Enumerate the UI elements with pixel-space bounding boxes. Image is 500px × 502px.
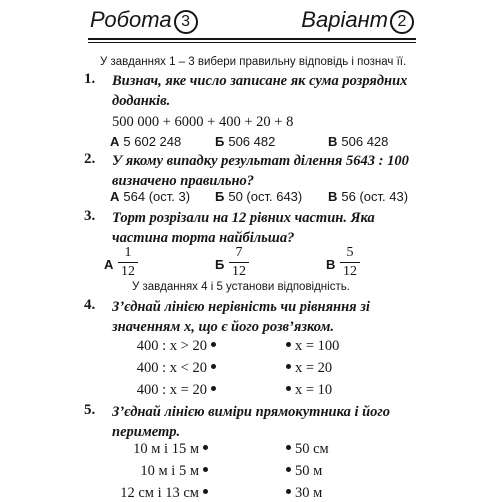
q4-text-after: , що є його розв’язком. bbox=[191, 319, 335, 335]
match-expression: 400 : x = 20 bbox=[136, 382, 207, 398]
q1-number: 1. bbox=[84, 71, 96, 87]
header-rule-thin bbox=[88, 42, 416, 43]
variant-title-word: Варіант bbox=[301, 7, 388, 32]
option-value: 5 602 248 bbox=[123, 134, 182, 149]
q4-number: 4. bbox=[84, 297, 96, 313]
option-letter: А bbox=[104, 257, 114, 272]
match-value: x = 20 bbox=[295, 360, 333, 376]
match-dot[interactable] bbox=[286, 445, 291, 450]
q2-number: 2. bbox=[84, 151, 96, 167]
q2-option-c[interactable] bbox=[328, 189, 408, 204]
q5-number: 5. bbox=[84, 402, 96, 418]
match-dot[interactable] bbox=[211, 364, 216, 369]
match-dimensions: 10 м і 15 м bbox=[133, 441, 199, 457]
option-value: 564 (ост. 3) bbox=[123, 189, 191, 204]
fraction-numerator: 1 bbox=[124, 245, 132, 260]
q5-text: З’єднай лінією виміри прямокутника і його периметр. bbox=[112, 404, 391, 440]
fraction-denominator: 12 bbox=[121, 264, 135, 279]
match-dimensions: 12 см і 13 см bbox=[120, 485, 199, 501]
q1-text: Визнач, яке число записане як сума розрядних доданків. bbox=[112, 73, 408, 109]
option-value: 50 (ост. 643) bbox=[228, 189, 303, 204]
q4-text-before: З’єднай лінією нерівність чи рівняння зі значенням bbox=[112, 299, 370, 335]
q5-left-item-2[interactable] bbox=[52, 463, 212, 480]
q3-text: Торт розрізали на 12 рівних частин. Яка частина торта найбільша? bbox=[112, 210, 375, 246]
option-letter: А bbox=[110, 189, 120, 204]
variant-number-circle: 2 bbox=[390, 10, 414, 34]
match-perimeter: 30 м bbox=[295, 485, 323, 501]
q1-option-b[interactable] bbox=[215, 134, 275, 149]
option-letter: Б bbox=[215, 134, 225, 149]
option-value: 506 482 bbox=[228, 134, 276, 149]
q4-left-item-2[interactable] bbox=[60, 360, 220, 377]
match-dot[interactable] bbox=[286, 467, 291, 472]
q4-right-item-3[interactable] bbox=[282, 382, 332, 399]
option-letter: Б bbox=[215, 257, 225, 272]
match-dot[interactable] bbox=[211, 386, 216, 391]
q4-left-item-3[interactable] bbox=[60, 382, 220, 399]
match-dot[interactable] bbox=[286, 342, 291, 347]
q5-left-item-1[interactable] bbox=[52, 441, 212, 458]
match-perimeter: 50 см bbox=[295, 441, 329, 457]
fraction-bar bbox=[118, 262, 138, 263]
work-title-word: Робота bbox=[90, 7, 172, 32]
q2-text: У якому випадку результат ділення 5643 : 100 визначено правильно? bbox=[112, 153, 409, 189]
fraction bbox=[229, 245, 249, 280]
instructions-part2: У завданнях 4 і 5 установи відповідність. bbox=[132, 281, 350, 293]
q1-option-c[interactable] bbox=[328, 134, 388, 149]
match-expression: 400 : x > 20 bbox=[136, 338, 207, 354]
fraction-numerator: 5 bbox=[346, 245, 354, 260]
option-letter: В bbox=[328, 134, 338, 149]
option-letter: А bbox=[110, 134, 120, 149]
match-value: x = 10 bbox=[295, 382, 333, 398]
option-letter: В bbox=[326, 257, 336, 272]
header-rule-thick bbox=[88, 38, 416, 40]
option-value: 506 428 bbox=[341, 134, 389, 149]
option-letter: В bbox=[328, 189, 338, 204]
variant-title bbox=[301, 6, 414, 34]
q5-right-item-3[interactable] bbox=[282, 485, 322, 502]
q3-number: 3. bbox=[84, 208, 96, 224]
option-letter: Б bbox=[215, 189, 225, 204]
work-title bbox=[90, 6, 198, 34]
fraction-bar bbox=[340, 262, 360, 263]
match-dot[interactable] bbox=[286, 386, 291, 391]
q2-option-a[interactable] bbox=[110, 189, 190, 204]
fraction-bar bbox=[229, 262, 249, 263]
q4-left-item-1[interactable] bbox=[60, 338, 220, 355]
match-value: x = 100 bbox=[295, 338, 340, 354]
q4-variable: x bbox=[183, 319, 192, 335]
q5-right-item-1[interactable] bbox=[282, 441, 329, 458]
match-dot[interactable] bbox=[203, 445, 208, 450]
q4-text bbox=[112, 297, 422, 337]
q2-option-b[interactable] bbox=[215, 189, 302, 204]
work-number-circle: 3 bbox=[174, 10, 198, 34]
q1-expression: 500 000 + 6000 + 400 + 20 + 8 bbox=[112, 114, 294, 130]
q4-right-item-2[interactable] bbox=[282, 360, 332, 377]
fraction-denominator: 12 bbox=[343, 264, 357, 279]
fraction bbox=[340, 245, 360, 280]
match-dimensions: 10 м і 5 м bbox=[140, 463, 199, 479]
option-value: 56 (ост. 43) bbox=[341, 189, 409, 204]
q1-option-a[interactable] bbox=[110, 134, 181, 149]
fraction-denominator: 12 bbox=[232, 264, 246, 279]
match-dot[interactable] bbox=[286, 364, 291, 369]
match-dot[interactable] bbox=[203, 467, 208, 472]
instructions-part1: У завданнях 1 – 3 вибери правильну відповідь і познач її. bbox=[100, 56, 407, 68]
match-dot[interactable] bbox=[211, 342, 216, 347]
q5-left-item-3[interactable] bbox=[52, 485, 212, 502]
match-dot[interactable] bbox=[286, 489, 291, 494]
q5-right-item-2[interactable] bbox=[282, 463, 322, 480]
match-expression: 400 : x < 20 bbox=[136, 360, 207, 376]
q4-right-item-1[interactable] bbox=[282, 338, 339, 355]
fraction-numerator: 7 bbox=[235, 245, 243, 260]
match-dot[interactable] bbox=[203, 489, 208, 494]
match-perimeter: 50 м bbox=[295, 463, 323, 479]
fraction bbox=[118, 245, 138, 280]
